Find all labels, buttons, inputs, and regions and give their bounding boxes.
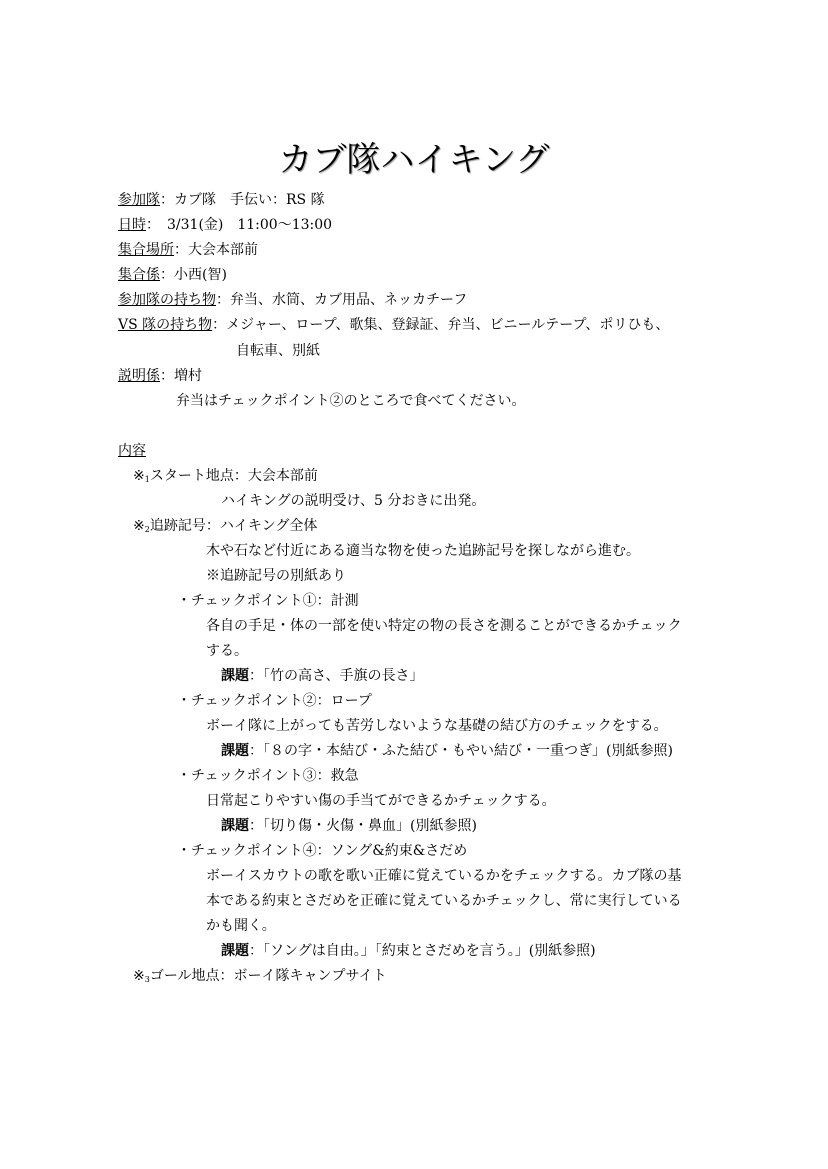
meeting-staff-value: ：小西(智) (160, 267, 227, 283)
meeting-place-value: ：大会本部前 (174, 242, 258, 258)
checkpoint-3-task (221, 817, 477, 835)
checkpoint-4-title: ・チェックポイント④：ソング&約束&さだめ (177, 843, 468, 859)
tracking-sign (133, 517, 317, 539)
checkpoint-2-title: ・チェックポイント②：ロープ (177, 693, 372, 709)
start-number: 1 (144, 475, 150, 484)
checkpoint-1-title: ・チェックポイント①：計測 (177, 593, 359, 609)
explainer-label: 説明係 (118, 368, 160, 384)
vs-items-value: ：メジャー、ロープ、歌集、登録証、弁当、ビニールテープ、ポリひも、 (212, 317, 670, 333)
checkpoint-4-line: かも聞く。 (206, 918, 276, 934)
meeting-staff-row (118, 266, 227, 284)
participants-row (118, 191, 325, 209)
checkpoint-3-line: 日常起こりやすい傷の手当てができるかチェックする。 (206, 793, 556, 809)
task-label: 課題 (221, 668, 249, 684)
checkpoint-3-title: ・チェックポイント③：救急 (177, 768, 359, 784)
tracking-number: 2 (144, 525, 150, 534)
task-label: 課題 (221, 743, 249, 759)
checkpoint-2-line: ボーイ隊に上がっても苦労しないような基礎の結び方のチェックをする。 (206, 718, 668, 734)
datetime-label: 日時 (118, 217, 146, 233)
goal-point (133, 967, 387, 989)
participants-value: ：カブ隊 手伝い：RS 隊 (160, 192, 325, 208)
checkpoint-2-task (221, 742, 673, 760)
explainer-row (118, 367, 202, 385)
tracking-note: ※追跡記号の別紙あり (206, 568, 346, 584)
tracking-text: 追跡記号：ハイキング全体 (149, 518, 318, 534)
checkpoint-4-line: ボーイスカウトの歌を歌い正確に覚えているかをチェックする。カブ隊の基 (206, 868, 682, 884)
participant-items-row (118, 291, 467, 309)
task-label: 課題 (221, 943, 249, 959)
vs-items-continuation: 自転車、別紙 (236, 343, 320, 359)
start-text: スタート地点：大会本部前 (149, 468, 318, 484)
lunch-note: 弁当はチェックポイント②のところで食べてください。 (176, 393, 526, 409)
participants-label: 参加隊 (118, 192, 160, 208)
explainer-value: ：増村 (160, 368, 202, 384)
datetime-row (118, 216, 332, 234)
contents-heading: 内容 (118, 443, 146, 459)
checkpoint-4-line: 本である約束とさだめを正確に覚えているかチェックし、常に実行している (206, 893, 682, 909)
meeting-place-row (118, 241, 258, 259)
start-description: ハイキングの説明受け、5 分おきに出発。 (221, 493, 486, 509)
start-mark: ※ (133, 468, 145, 484)
start-point (133, 467, 318, 489)
tracking-description: 木や石など付近にある適当な物を使った追跡記号を探しながら進む。 (206, 543, 640, 559)
datetime-value: ： 3/31(金) 11:00～13:00 (146, 217, 333, 233)
task-text: ：「８の字・本結び・ふた結び・もやい結び・一重つぎ」(別紙参照) (249, 743, 673, 759)
meeting-staff-label: 集合係 (118, 267, 160, 283)
goal-text: ゴール地点：ボーイ隊キャンプサイト (149, 968, 387, 984)
task-text: ：「竹の高さ、手旗の長さ」 (249, 668, 424, 684)
participant-items-label: 参加隊の持ち物 (118, 292, 216, 308)
meeting-place-label: 集合場所 (118, 242, 174, 258)
task-label: 課題 (221, 818, 249, 834)
goal-mark: ※ (133, 968, 145, 984)
tracking-mark: ※ (133, 518, 145, 534)
document-title: カブ隊ハイキング (278, 140, 550, 180)
checkpoint-1-line: する。 (206, 643, 248, 659)
task-text: ：「ソングは自由。」「約束とさだめを言う。」(別紙参照) (249, 943, 596, 959)
checkpoint-1-line: 各自の手足・体の一部を使い特定の物の長さを測ることができるかチェック (206, 618, 682, 634)
checkpoint-1-task (221, 667, 423, 685)
task-text: ：「切り傷・火傷・鼻血」(別紙参照) (249, 818, 477, 834)
participant-items-value: ：弁当、水筒、カブ用品、ネッカチーフ (216, 292, 468, 308)
vs-items-label: VS 隊の持ち物 (118, 317, 213, 333)
goal-number: 3 (144, 975, 150, 984)
vs-items-row (118, 316, 669, 334)
checkpoint-4-task (221, 942, 596, 960)
